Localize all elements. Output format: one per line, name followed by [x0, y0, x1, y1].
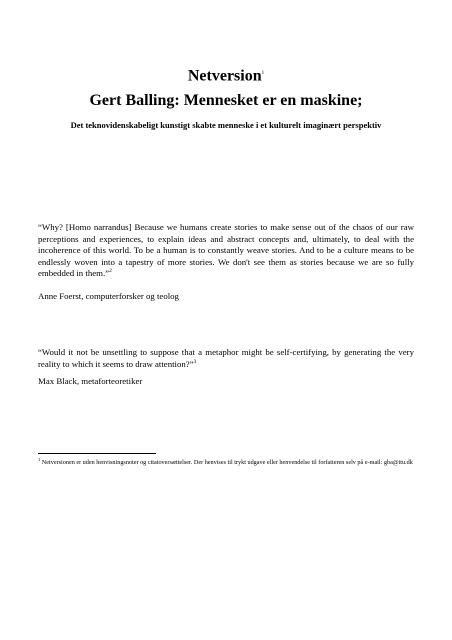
title-text: Netversion	[187, 67, 262, 85]
footnote-text: Netversionen er uden henvisningsnoter og citatoversættelser. Der henvises til trykt udgave eller henvendelse til forfatteren selv på e-mail: gba@itu.dk	[40, 459, 413, 466]
footnote-mark: 1	[38, 456, 41, 462]
quote-text: “Would it not be unsettling to suppose that a metaphor might be self-certifying, by generating the very reality to which it seems to draw attention?”	[38, 347, 414, 369]
document-title	[0, 64, 452, 86]
footnote-divider	[38, 453, 156, 454]
footnote	[38, 456, 414, 468]
quote-text: “Why? [Homo narrandus] Because we humans create stories to make sense out of the chaos of our raw perceptions and experiences, to explain ideas and abstract concepts and, ultimately, to deal with the incoherence of this world. To be a human is to constantly weave stories. And to be a culture means to be endlessly woven into a tapestry of more stories. We don't see them as stories because we are so fully embedded in them.”	[38, 222, 414, 279]
document-subtitle: Gert Balling: Mennesket er en maskine;	[89, 92, 363, 109]
epigraph-quote	[38, 347, 414, 370]
title-footnote-mark: 1	[261, 71, 265, 76]
quote-footnote-mark: 3	[193, 358, 197, 365]
quote-attribution: Max Black, metaforteoretiker	[38, 376, 143, 386]
document-tagline: Det teknovidenskabeligt kunstigt skabte menneske i et kulturelt imaginært perspektiv	[70, 120, 382, 130]
epigraph-quote	[38, 222, 414, 280]
quote-footnote-mark: 2	[109, 268, 112, 275]
quote-attribution: Anne Foerst, computerforsker og teolog	[38, 291, 179, 301]
